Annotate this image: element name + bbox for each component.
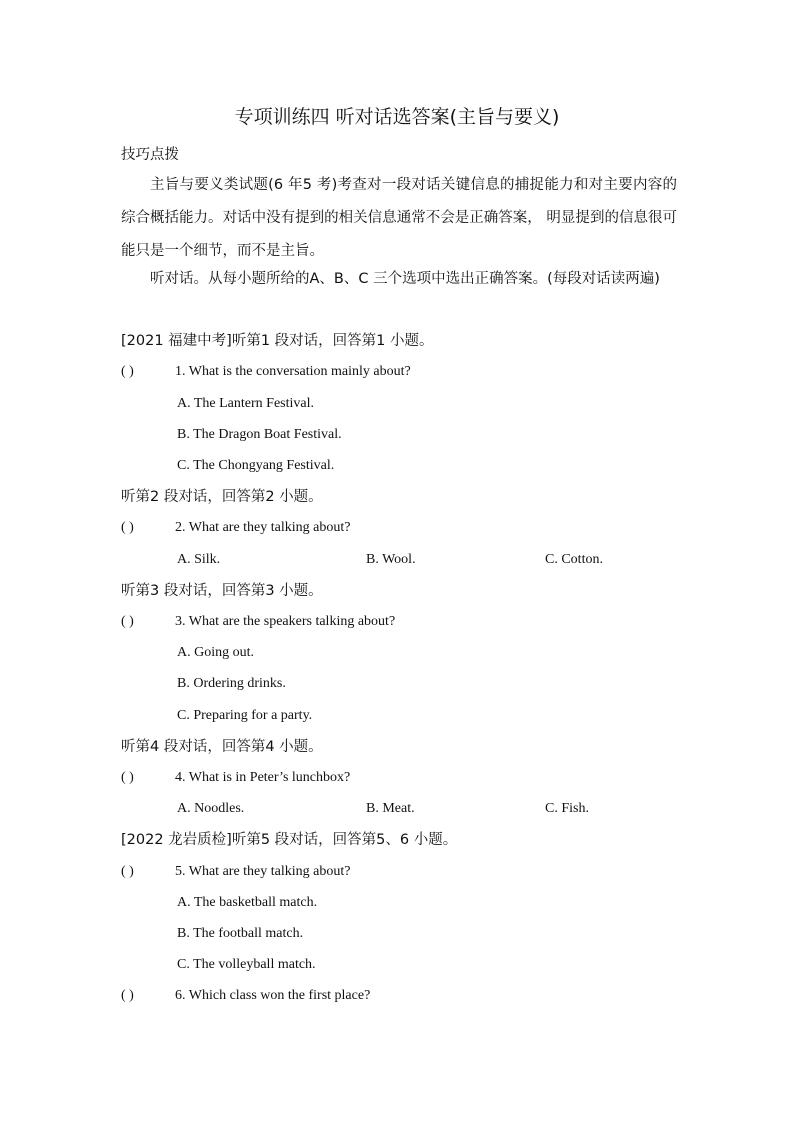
option-1b: B. The Dragon Boat Festival. xyxy=(177,427,342,442)
option-3b: B. Ordering drinks. xyxy=(177,676,286,691)
page-title: 专项训练四 听对话选答案(主旨与要义) xyxy=(234,106,560,128)
group-heading-5: [2022 龙岩质检]听第5 段对话，回答第5、6 小题。 xyxy=(121,832,458,848)
answer-blank[interactable]: ( ) xyxy=(121,520,134,535)
question-6 xyxy=(121,986,370,1006)
group-heading-3: 听第3 段对话，回答第3 小题。 xyxy=(121,583,323,599)
group-heading-1: [2021 福建中考]听第1 段对话，回答第1 小题。 xyxy=(121,333,434,349)
option-1a: A. The Lantern Festival. xyxy=(177,396,314,411)
question-3 xyxy=(121,612,395,632)
question-text: 4. What is in Peter’s lunchbox? xyxy=(175,770,351,785)
question-1 xyxy=(121,362,411,382)
question-text: 6. Which class won the first place? xyxy=(175,988,371,1003)
option-2a: A. Silk. xyxy=(177,552,221,567)
group-heading-4: 听第4 段对话，回答第4 小题。 xyxy=(121,739,323,755)
option-2b: B. Wool. xyxy=(366,552,416,567)
answer-blank[interactable]: ( ) xyxy=(121,988,134,1003)
question-5 xyxy=(121,862,350,882)
question-text: 2. What are they talking about? xyxy=(175,520,351,535)
answer-blank[interactable]: ( ) xyxy=(121,614,134,629)
answer-blank[interactable]: ( ) xyxy=(121,864,134,879)
option-4c: C. Fish. xyxy=(545,801,589,816)
option-5a: A. The basketball match. xyxy=(177,895,318,910)
option-2c: C. Cotton. xyxy=(545,552,603,567)
option-4a: A. Noodles. xyxy=(177,801,245,816)
instruction-paragraph: 听对话。从每小题所给的A、B、C 三个选项中选出正确答案。(每段对话读两遍) xyxy=(150,271,660,287)
tip-paragraph: 主旨与要义类试题(6 年5 考)考查对一段对话关键信息的捕捉能力和对主要内容的综合概括能力。对话中没有提到的相关信息通常不会是正确答案， 明显提到的信息很可能只是一个细节，而不是主旨。 xyxy=(121,177,677,259)
question-text: 5. What are they talking about? xyxy=(175,864,351,879)
section-heading: 技巧点拨 xyxy=(121,147,179,163)
answer-blank[interactable]: ( ) xyxy=(121,770,134,785)
option-3a: A. Going out. xyxy=(177,645,254,660)
option-5c: C. The volleyball match. xyxy=(177,957,316,972)
option-5b: B. The football match. xyxy=(177,926,304,941)
question-text: 1. What is the conversation mainly about? xyxy=(175,364,411,379)
question-2 xyxy=(121,518,350,538)
group-heading-2: 听第2 段对话，回答第2 小题。 xyxy=(121,489,323,505)
option-4b: B. Meat. xyxy=(366,801,415,816)
option-3c: C. Preparing for a party. xyxy=(177,708,313,723)
option-1c: C. The Chongyang Festival. xyxy=(177,458,335,473)
question-4 xyxy=(121,768,350,788)
question-text: 3. What are the speakers talking about? xyxy=(175,614,396,629)
answer-blank[interactable]: ( ) xyxy=(121,364,134,379)
